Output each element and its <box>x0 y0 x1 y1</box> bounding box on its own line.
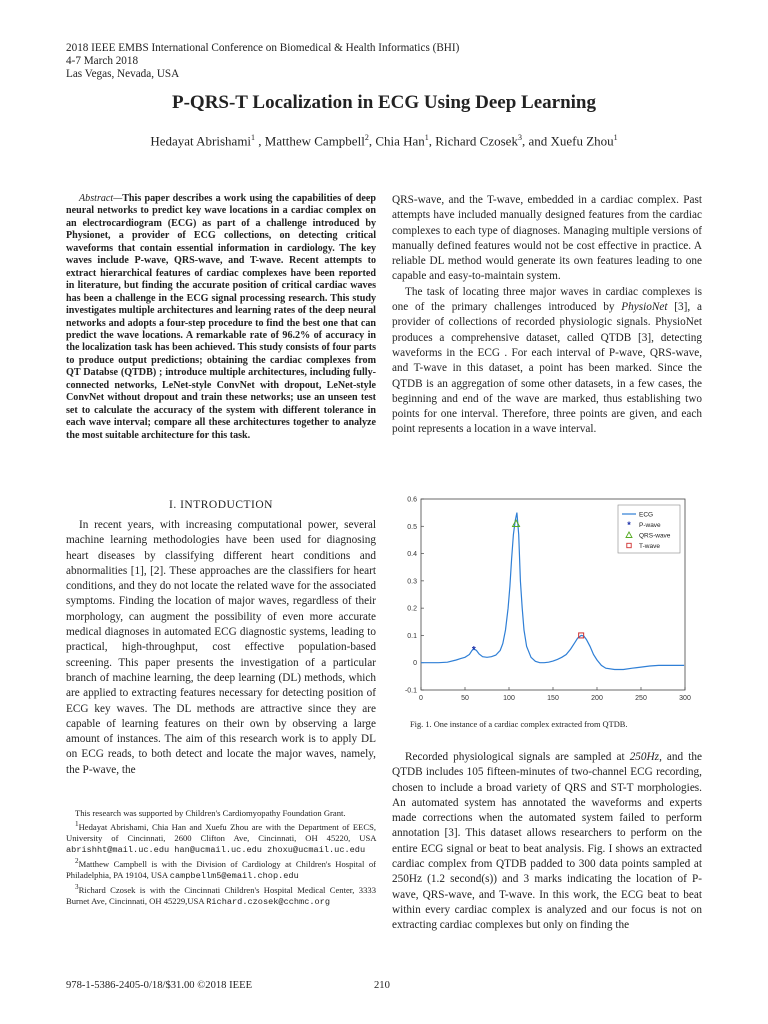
paragraph: QRS-wave, and the T-wave, embedded in a cardiac complex. Past attempts have included manually designed features from the cardiac complexes to each type of diagnoses. Managing multiple versions of manually defined features would not be cost effective in practice. A reliable DL method would generate its own features leading to one capable and easy-to-maintain system. <box>392 194 702 283</box>
right-column-top <box>392 193 702 438</box>
figure-1-ecg-chart <box>398 493 694 713</box>
abstract-label: Abstract <box>79 193 114 204</box>
x-tick-label: 0 <box>419 695 423 702</box>
abstract: Abstract—This paper describes a work using the capabilities of deep neural networks to predict key wave locations in a cardiac complex on an electrocardiogram (ECG) as part of a challenge introduced by Physionet, a provider of ECG collections, on detecting critical waveforms that contain essential information in cardiology. The key waves include P-wave, QRS-wave, and T-wave. Recent attempts to extract hierarchical features of cardiac complexes have been reported in literature, but finding the accurate position of critical cardiac waves has been a challenge in the ECG signal processing research. This study investigates multiple architectures and learning rates of the deep neural networks and adopts a four-step procedure to find the best one that can predict the wave locations. A remarkable rate of 96.2% of accuracy in the localization task has been achieved. This study consists of four parts to produce output predictions; obtaining the cardiac complexes from QT Databse (QTDB) ; introduce multiple architectures, including fully-connected networks, LeNet-style ConvNet with dropout, LeNet-style ConvNet without dropout and train these networks; use an unseen test set to calculate the accuracy of the system with different tolerance in each wave interval; compare all these architectures together to analyze the most suitable architecture for this task. <box>66 193 376 441</box>
legend-swatch: * <box>627 520 631 530</box>
x-tick-label: 300 <box>679 695 691 702</box>
x-tick-label: 100 <box>503 695 515 702</box>
x-tick-label: 200 <box>591 695 603 702</box>
author-list: Hedayat Abrishami$^1$ , Matthew Campbell$^2$, Chia Han$^1$, Richard Czosek$^3$, and Xuefu Zhou$^1$ <box>150 133 618 149</box>
author-name: Chia Han <box>375 133 425 149</box>
x-tick-label: 250 <box>635 695 647 702</box>
email-link[interactable]: abrishht@mail.uc.edu han@ucmail.uc.edu zhoxu@ucmail.uc.edu <box>66 844 366 855</box>
footnote-affiliation-1: $^1$Hedayat Abrishami, Chia Han and Xuefu Zhou are with the Department of EECS, University of Cincinnati, 2600 Clifton Ave, Cincinnati, OH 45220, USA abrishht@mail.uc.edu han@ucmail.uc.edu zhoxu@ucmail.uc.edu <box>66 820 376 855</box>
sampling-rate: 250Hz <box>629 751 660 763</box>
legend-label: ECG <box>639 511 654 519</box>
footnote-affiliation-3: $^3$Richard Czosek is with the Cincinnati Children's Hospital Medical Center, 3333 Burnet Ave, Cincinnati, OH 45229,USA Richard.czosek@cchmc.org <box>66 882 376 907</box>
y-tick-label: 0.1 <box>407 632 417 640</box>
x-tick-label: 150 <box>547 695 559 702</box>
footnote-affiliation-2: $^2$Matthew Campbell is with the Division of Cardiology at Children's Hospital of Philadelphia, PA 19104, USA campbellm5@email.chop.edu <box>66 856 376 881</box>
author-name: Matthew Campbell <box>264 133 365 149</box>
y-tick-label: -0.1 <box>404 687 417 695</box>
legend-label: T-wave <box>639 543 660 550</box>
author-affiliation: 2 <box>364 133 369 142</box>
chart-legend <box>618 505 680 553</box>
footnote-funding: This research was supported by Children's Cardiomyopathy Foundation Grant. <box>75 808 346 818</box>
figure-caption: Fig. 1. One instance of a cardiac complex extracted from QTDB. <box>410 720 628 729</box>
y-tick-label: 0.4 <box>407 551 417 559</box>
conference-header <box>66 42 459 82</box>
author-affiliation: 1 <box>613 133 618 142</box>
y-tick-label: 0 <box>413 660 417 668</box>
legend-label: P-wave <box>639 522 661 529</box>
section-heading-introduction: I. INTRODUCTION <box>169 499 273 511</box>
author-name: Hedayat Abrishami <box>150 133 252 149</box>
paper-title: P-QRS-T Localization in ECG Using Deep Learning <box>171 92 596 113</box>
page-number: 210 <box>374 980 390 991</box>
author-affiliation: 1 <box>424 133 429 142</box>
author-name: Richard Czosek <box>435 133 518 149</box>
author-affiliation: 1 <box>251 133 256 142</box>
y-tick-label: 0.3 <box>407 578 417 586</box>
paragraph: Recorded physiological signals are sampled at 250Hz, and the QTDB includes 105 fifteen-minutes of two-channel ECG recording, chosen to include a broad variety of QRS and ST-T morphologies. An automated system has annotated the waveforms and experts made corrections when the automated system failed to perform annotation [3]. This dataset allows researchers to perform on the entire ECG signal or beat to beat analysis. Fig. I shows an extracted cardiac complex from QTDB padded to 300 data points sampled at 250Hz (1.2 second(s)) and 3 marks indicating the location of P-wave, QRS-wave, and T-wave. In this work, the ECG beat to beat within every cardiac complex is analyzed and our focus is not on extracting cardiac complexes but only on finding the <box>392 751 702 932</box>
introduction-body <box>66 518 376 778</box>
y-tick-label: 0.6 <box>407 496 417 504</box>
x-tick-label: 50 <box>461 695 469 702</box>
author-name: Xuefu Zhou <box>550 133 614 149</box>
footnotes <box>66 808 376 908</box>
author-affiliation: 3 <box>517 133 522 142</box>
conference-name: 2018 IEEE EMBS International Conference on Biomedical & Health Informatics (BHI) <box>66 42 460 54</box>
legend-label: QRS-wave <box>639 532 671 540</box>
abstract-text: This paper describes a work using the capabilities of deep neural networks to predict key wave locations in a cardiac complex on an electrocardiogram (ECG) as part of a challenge introduced by Physionet, a provider of ECG collections, on detecting critical waveforms that contain essential information in cardiology. The key waves include P-wave, QRS-wave, and T-wave. Recent attempts to extract hierarchical features of cardiac complexes have been reported in literature, but finding the accurate position of critical cardiac waves has been a challenge in the ECG signal processing research. This study investigates multiple architectures and learning rates of the deep neural networks and adopts a four-step procedure to find the best one that can predict the wave locations. A remarkable rate of 96.2% of accuracy in the localization task has been achieved. This study consists of four parts to produce output predictions; obtaining the cardiac complexes from QT Databse (QTDB) ; introduce multiple architectures, including fully-connected networks, LeNet-style ConvNet with dropout, LeNet-style ConvNet without dropout and train these networks; use an unseen test set to calculate the accuracy of the system with different tolerance in each wave interval; compare all these architectures together to analyze the most suitable architecture for this task. <box>66 193 376 441</box>
y-tick-label: 0.2 <box>407 605 417 613</box>
intro-paragraph: In recent years, with increasing computational power, several machine learning methodologies have been used for diagnosing heart diseases by classifying different heart conditions and abnormalities [1], [2]. These approaches are the classifiers for heart conditions, and they do not locate the related wave for the associated symptoms. Finding the location of major waves, regardless of their morphology, can augment the possibility of even more accurate medical diagnoses in automated ECG diagnostic systems, leading to practical, high-throughput, cost effective population-based screening. This paper presents the investigation of a particular branch of machine learning, the deep learning (DL) methods, which are applied to extracting features necessary for detecting position of ECG key waves. The DL methods are attractive since they are capable of learning features on their own by observing a large amount of instances. The aim of this research work is to apply DL on ECG reads, to both detect and locate the major waves, namely, the P-wave, the <box>66 519 376 776</box>
p-wavemarker: * <box>471 645 476 657</box>
email-link[interactable]: campbellm5@email.chop.edu <box>169 870 299 881</box>
email-link[interactable]: Richard.czosek@cchmc.org <box>206 896 330 907</box>
right-column-bottom <box>392 750 702 934</box>
paragraph: The task of locating three major waves in cardiac complexes is one of the primary challenges introduced by PhysioNet [3], a provider of collections of recorded physiologic signals. PhysioNet produces a comprehensive dataset, called QTDB [3], detecting waveforms in the ECG . For each interval of P-wave, QRS-wave, and T-wave in this dataset, a point has been marked. Since the QTDB is an aggregation of some other datasets, in a few cases, the beginning and end of the wave are marked, thus establishing two points for one interval. Therefore, three points are given, and each point represents a location in a wave interval. <box>392 285 702 436</box>
conference-location: Las Vegas, Nevada, USA <box>66 68 180 81</box>
copyright-footer: 978-1-5386-2405-0/18/$31.00 ©2018 IEEE <box>66 980 253 991</box>
ecg-chart-svg <box>398 493 694 708</box>
y-tick-label: 0.5 <box>407 523 417 531</box>
conference-dates: 4-7 March 2018 <box>66 55 139 68</box>
